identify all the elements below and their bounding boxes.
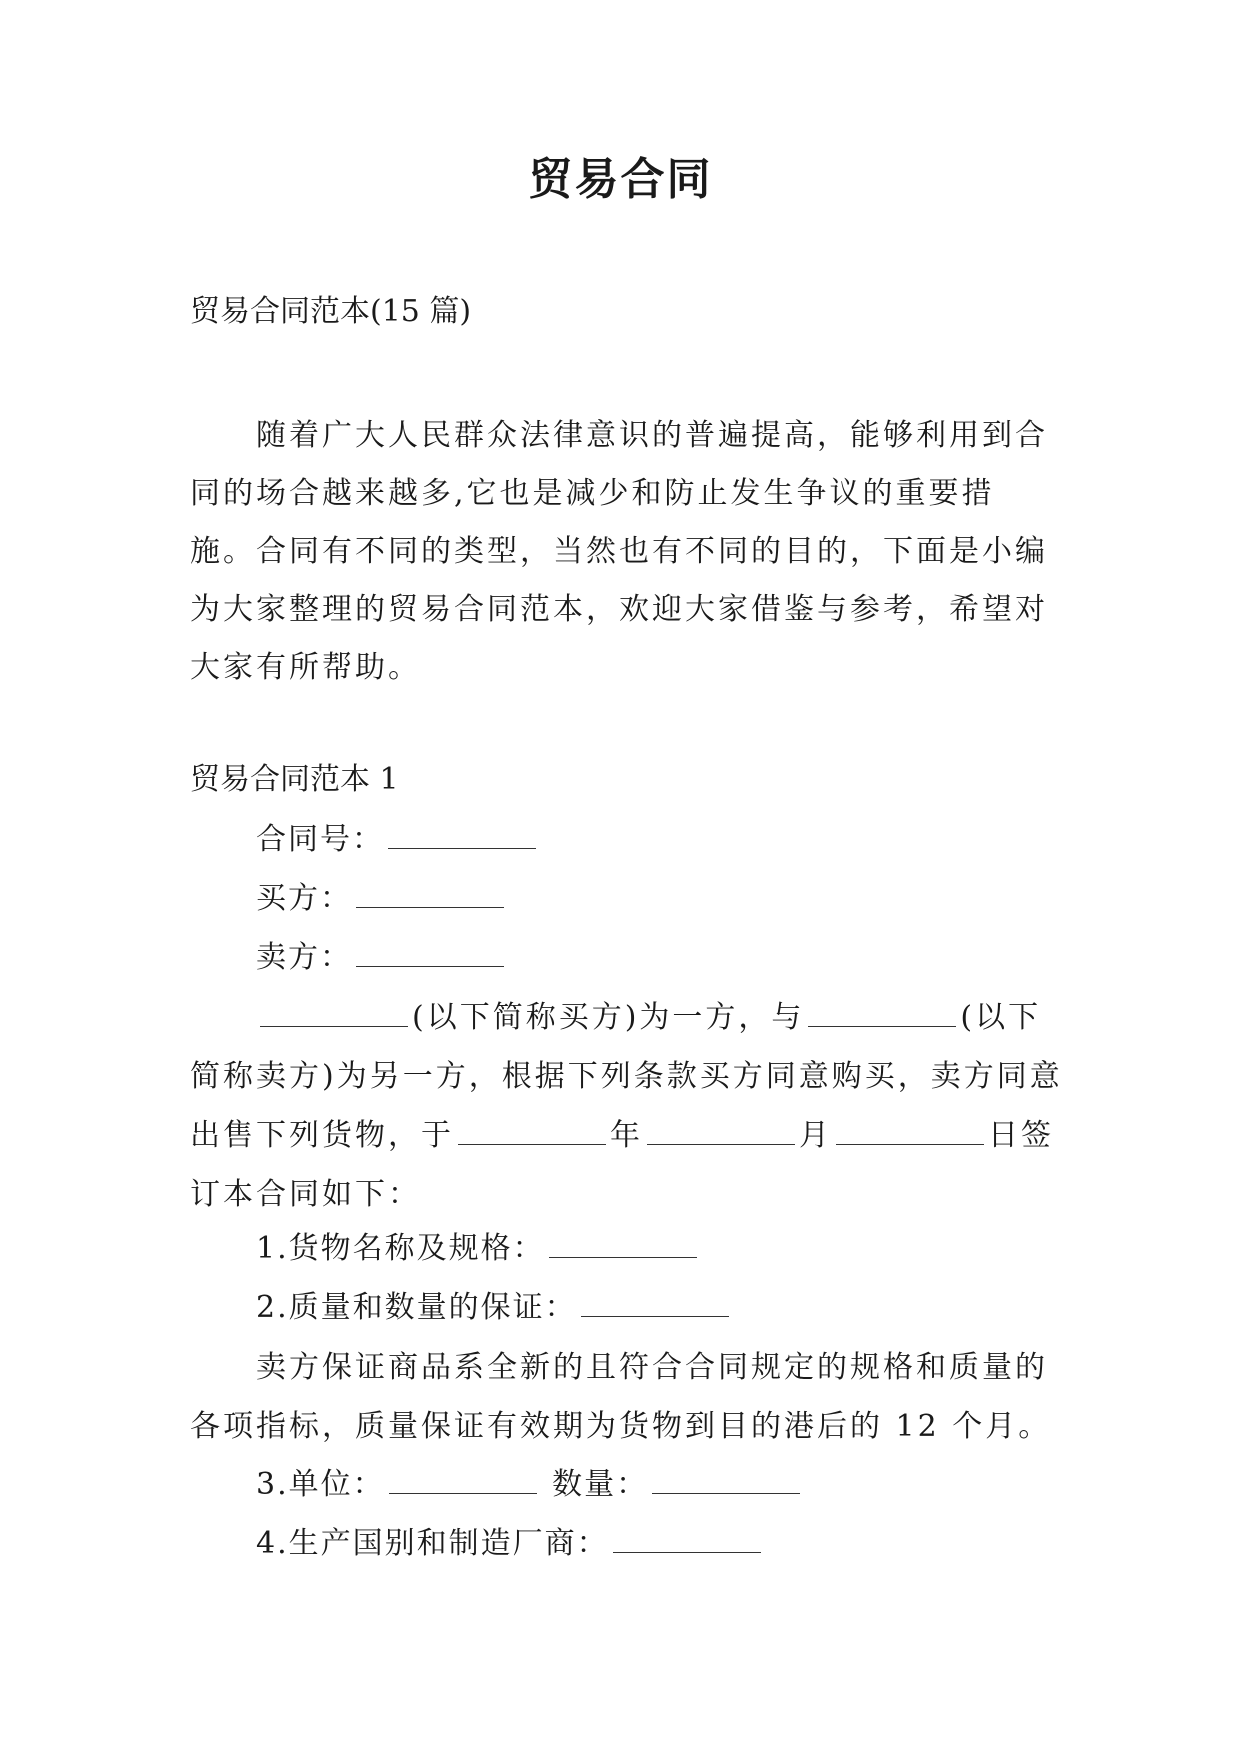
item3-line (256, 1463, 804, 1507)
contract-number-blank (388, 828, 536, 849)
item1-label: 1.货物名称及规格： (256, 1231, 545, 1266)
item4-line (256, 1522, 765, 1566)
item4-label: 4.生产国别和制造厂商： (256, 1526, 609, 1561)
day-blank (836, 1124, 984, 1145)
document-title: 贸易合同 (528, 154, 713, 205)
item1-line (256, 1227, 701, 1271)
year-blank (458, 1124, 606, 1145)
quantity-label: 数量： (552, 1467, 649, 1502)
contract-number-label: 合同号： (256, 822, 384, 857)
contract-number-line (256, 818, 540, 862)
buyer-line (256, 877, 508, 921)
month-label: 月 (799, 1118, 832, 1153)
item4-blank (613, 1532, 761, 1553)
month-blank (647, 1124, 795, 1145)
quantity-blank (652, 1473, 800, 1494)
seller-name-blank (808, 1006, 956, 1027)
section-title: 贸易合同范本 1 (190, 762, 399, 797)
day-tail: 日签订本合同如下： (190, 1118, 1054, 1212)
unit-blank (389, 1473, 537, 1494)
buyer-blank (356, 887, 504, 908)
year-label: 年 (610, 1118, 643, 1153)
seller-label: 卖方： (256, 940, 352, 975)
item2-blank (581, 1296, 729, 1317)
parties-part2: (以下简称卖方)为另一方，根据下列条款买方同意购买，卖方同意出售下列货物，于 (190, 1000, 1063, 1153)
item2-label: 2.质量和数量的保证： (256, 1290, 577, 1325)
item1-blank (549, 1237, 697, 1258)
parties-part1: (以下简称买方)为一方，与 (412, 1000, 805, 1035)
buyer-label: 买方： (256, 881, 352, 916)
item2-line (256, 1286, 733, 1330)
buyer-name-blank (260, 1006, 408, 1027)
document-subtitle: 贸易合同范本(15 篇) (190, 294, 472, 329)
item3-label: 3.单位： (256, 1467, 385, 1502)
seller-line (256, 936, 508, 980)
seller-blank (356, 946, 504, 967)
quality-paragraph: 卖方保证商品系全新的且符合合同规定的规格和质量的各项指标，质量保证有效期为货物到目的港后的 12 个月。 (190, 1350, 1052, 1444)
parties-paragraph (190, 988, 1065, 1224)
intro-paragraph: 随着广大人民群众法律意识的普遍提高，能够利用到合同的场合越来越多,它也是减少和防止发生争议的重要措施。合同有不同的类型，当然也有不同的目的，下面是小编为大家整理的贸易合同范本，欢迎大家借鉴与参考，希望对大家有所帮助。 (190, 418, 1048, 685)
